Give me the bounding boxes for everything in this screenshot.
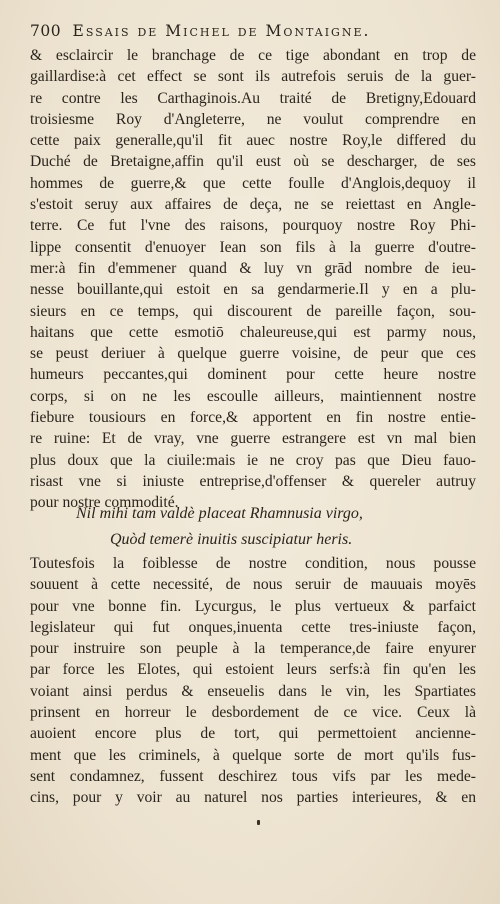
ink-mark xyxy=(257,820,260,825)
text-line: plus doux que la ciuile:mais ie ne croy pas que Dieu fauo- xyxy=(30,451,476,469)
quote-line: Quòd temerè inuitis suscipiatur heris. xyxy=(110,531,353,548)
text-line: terre. Ce fut l'vne des raisons, pourquoy nostre Roy Phi- xyxy=(30,217,476,235)
text-line: risast vne si iniuste entreprise,d'offenser & quereler autruy xyxy=(30,472,476,490)
running-title: Essais de Michel de Montaigne. xyxy=(72,22,371,40)
quote-line: Nil mihi tam valdè placeat Rhamnusia virgo, xyxy=(76,505,363,522)
text-line: hommes de guerre,& que cette foulle d'Anglois,dequoy il xyxy=(30,174,476,192)
running-head xyxy=(30,22,475,40)
text-line: fiebure tousiours en force,& apportent en fin nostre entie- xyxy=(30,409,476,427)
text-line: sieurs en ce temps, qui discourent de pareille façon, sou- xyxy=(30,302,476,320)
text-line: haitans que cette esmotiō chaleureuse,qui est parmy nous, xyxy=(30,323,476,341)
text-line: se peust deriuer à quelque guerre voisine, de peur que ces xyxy=(30,345,476,363)
text-line: re ruine: Et de vray, vne guerre estrangere est vn mal bien xyxy=(30,430,476,448)
text-line: pour instruire son peuple à la temperance,de faire enyurer xyxy=(30,640,476,658)
text-line: pour vne bonne fin. Lycurgus, le plus vertueux & parfaict xyxy=(30,597,476,615)
text-line: pour nostre commodité. xyxy=(30,494,179,512)
text-line: ment que les criminels, à quelque sorte de mort qu'ils fus- xyxy=(30,746,476,764)
text-line: voiant ainsi perdus & enseuelis dans le vin, les Spartiates xyxy=(30,682,476,700)
text-line: gaillardise:à cet effect se sont ils autrefois seruis de la guer- xyxy=(30,68,476,86)
text-line: Duché de Bretaigne,affin qu'il eust où se descharger, de ses xyxy=(30,153,476,171)
text-line: par force les Elotes, qui estoient leurs serfs:à fin qu'en les xyxy=(30,661,476,679)
text-line: corps, si on ne les escoulle ailleurs, maintiennent nostre xyxy=(30,387,476,405)
paragraph-2 xyxy=(30,553,476,809)
text-line: mer:à fin d'emmener quand & luy vn grād nombre de ieu- xyxy=(30,259,476,277)
text-line: nesse bouillante,qui estoit en sa gendarmerie.Il y en a plu- xyxy=(30,281,476,299)
text-line: cins, pour y voir au naturel nos parties interieures, & en xyxy=(30,789,476,807)
text-line: cette paix generalle,qu'il fit auec nostre Roy,le differed du xyxy=(30,132,476,150)
page-number: 700 xyxy=(30,22,62,40)
text-line: s'estoit seruy aux affaires de deça, ne se reiettast en Angle- xyxy=(30,196,476,214)
text-line: re contre les Carthaginois.Au traité de Bretigny,Edouard xyxy=(30,89,476,107)
text-line: lippe consentit d'enuoyer Iean son fils à la guerre d'outre- xyxy=(30,238,476,256)
latin-quotation xyxy=(76,501,416,553)
text-line: souuent à cette necessité, de nous seruir de mauuais moyēs xyxy=(30,576,476,594)
paragraph-1 xyxy=(30,45,476,514)
text-line: troisiesme Roy d'Angleterre, ne voulut comprendre en xyxy=(30,110,476,128)
text-line: legislateur qui fut onques,inuenta cette tres-iniuste façon, xyxy=(30,618,476,636)
text-line: prinsent en horreur le desbordement de ce vice. Ceux là xyxy=(30,704,476,722)
text-line: auoient encore plus de tort, qui permettoient ancienne- xyxy=(30,725,476,743)
text-line: sent condamnez, fussent deschirez tous vifs par les mede- xyxy=(30,767,476,785)
text-line: humeurs peccantes,qui dominent pour cette heure nostre xyxy=(30,366,476,384)
text-line: & esclaircir le branchage de ce tige abondant en trop de xyxy=(30,47,476,64)
text-line: Toutesfois la foiblesse de nostre condition, nous pousse xyxy=(30,555,476,572)
